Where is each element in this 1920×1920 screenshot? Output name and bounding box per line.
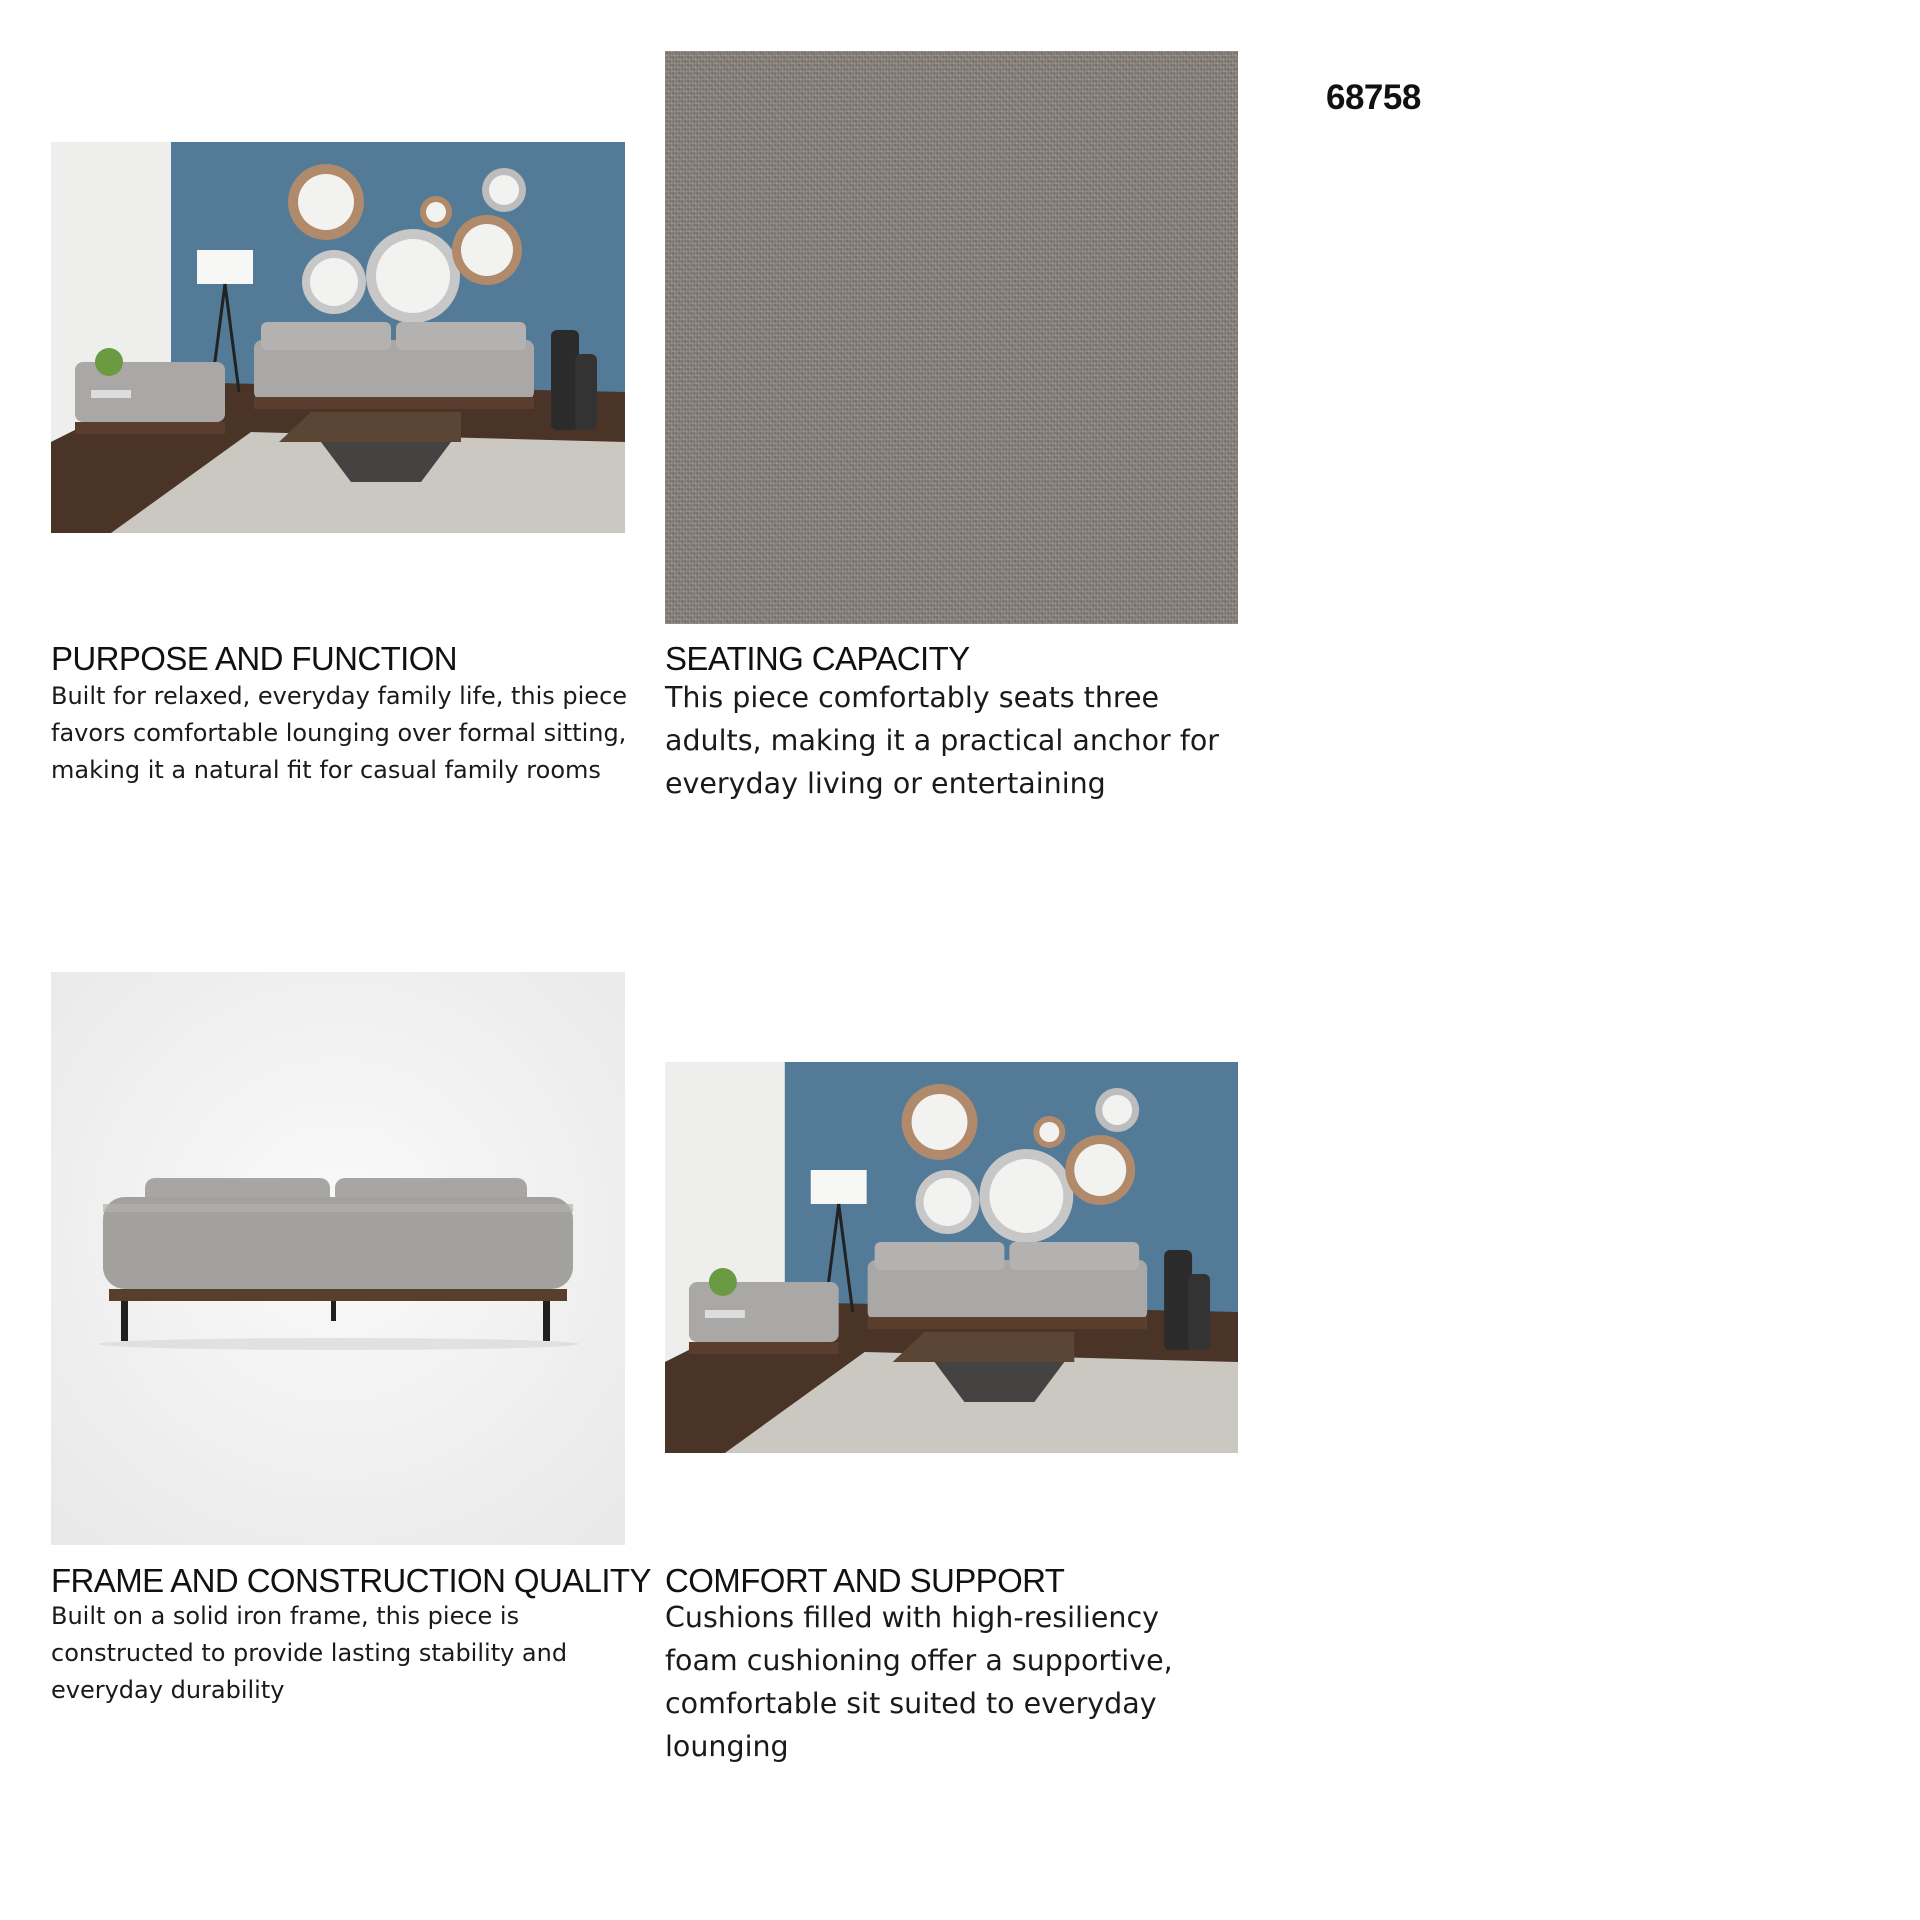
section-body-comfort: Cushions filled with high-resiliency foam cushioning offer a supportive, comfortable sit suited to everyday lounging xyxy=(665,1601,1173,1763)
section-title-purpose: PURPOSE AND FUNCTION xyxy=(51,640,458,677)
section-title-seating: SEATING CAPACITY xyxy=(665,640,970,677)
section-title-comfort: COMFORT AND SUPPORT xyxy=(665,1562,1065,1599)
section-body-seating: This piece comfortably seats three adults, making it a practical anchor for everyday living or entertaining xyxy=(665,681,1220,800)
fabric-swatch-photo xyxy=(665,51,1238,624)
sofa-product-photo xyxy=(51,972,625,1545)
section-body-frame: Built on a solid iron frame, this piece is constructed to provide lasting stability and everyday durability xyxy=(51,1602,568,1704)
section-title-frame: FRAME AND CONSTRUCTION QUALITY xyxy=(51,1562,651,1599)
product-sku: 68758 xyxy=(1326,78,1421,117)
room-scene-photo-2 xyxy=(665,1062,1238,1453)
section-body-purpose: Built for relaxed, everyday family life, this piece favors comfortable lounging over formal sitting, making it a natural fit for casual family rooms xyxy=(51,682,628,784)
room-scene-photo xyxy=(51,142,625,533)
